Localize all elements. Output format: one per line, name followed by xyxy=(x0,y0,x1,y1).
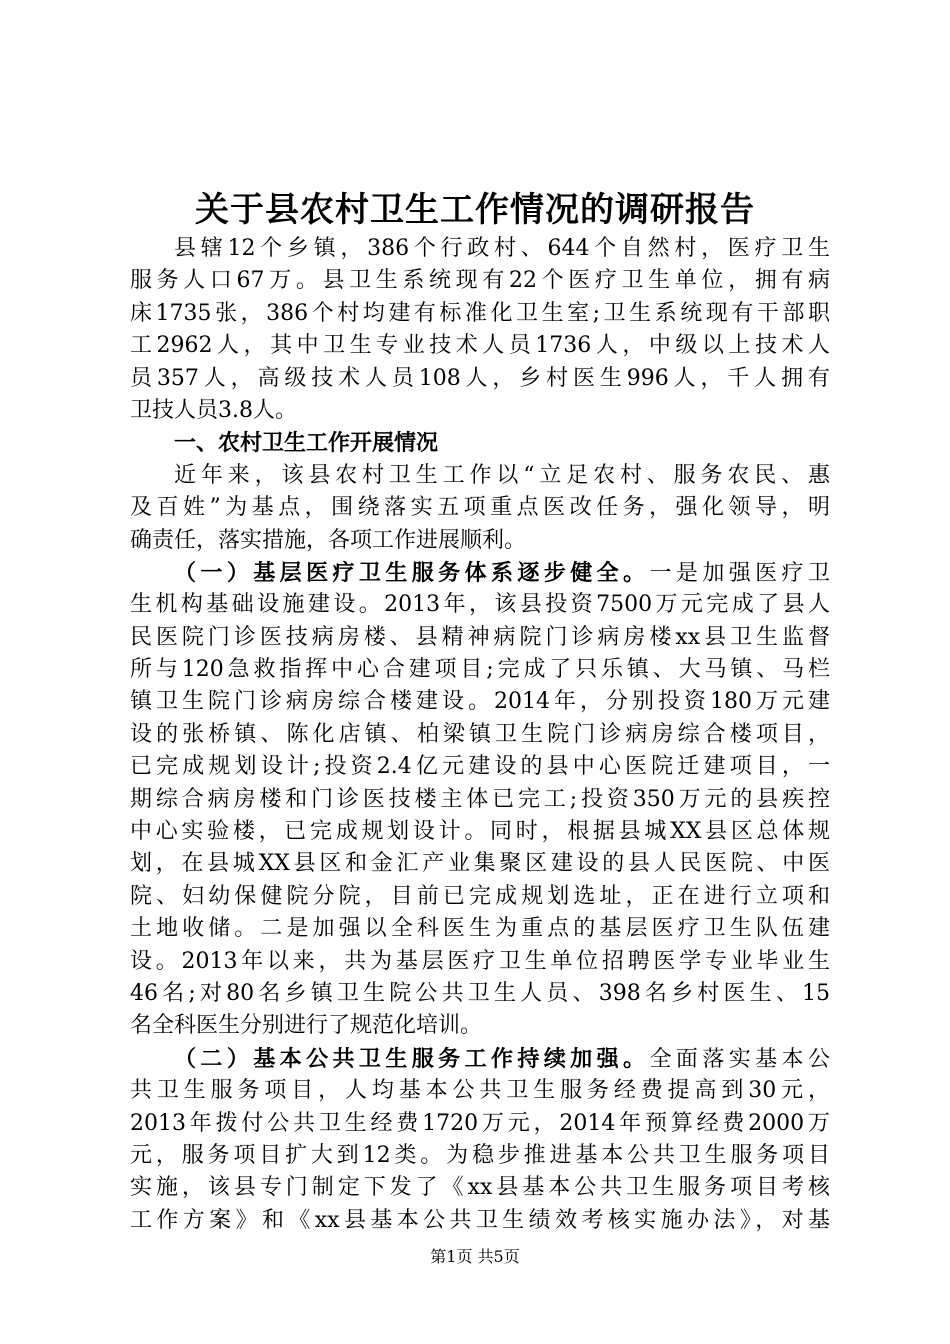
text-line: 县辖12个乡镇，386个行政村、644个自然村，医疗卫生 xyxy=(174,236,830,261)
text-line: 员357人，高级技术人员108人，乡村医生996人，千人拥有 xyxy=(130,365,830,391)
paragraph-intro xyxy=(130,233,830,427)
text-line: 共卫生服务项目，人均基本公共卫生服务经费提高到30元， xyxy=(130,1078,830,1104)
text-line: 元，服务项目扩大到12类。为稳步推进基本公共卫生服务项目 xyxy=(130,1142,830,1168)
subsection-lead-text: 一是加强医疗卫 xyxy=(649,560,830,586)
text-line: 确责任，落实措施，各项工作进展顺利。 xyxy=(130,527,527,553)
text-line: 已完成规划设计;投资2.4亿元建设的县中心医院迁建项目，一 xyxy=(130,754,830,780)
subsection-heading: （二）基本公共卫生服务工作持续加强。 xyxy=(174,1045,650,1072)
subsection-first-line xyxy=(130,1043,830,1075)
subsection-heading: （一）基层医疗卫生服务体系逐步健全。 xyxy=(174,559,650,586)
text-line: 中心实验楼，已完成规划设计。同时，根据县城XX县区总体规 xyxy=(130,819,830,845)
text-line: 设。2013年以来，共为基层医疗卫生单位招聘医学专业毕业生 xyxy=(130,948,830,974)
section-heading: 一、农村卫生工作开展情况 xyxy=(174,430,439,457)
text-line: 46名;对80名乡镇卫生院公共卫生人员、398名乡村医生、15 xyxy=(130,980,830,1006)
paragraph-overview xyxy=(130,460,830,557)
subsection-first-line xyxy=(130,557,830,589)
text-line: 期综合病房楼和门诊医技楼主体已完工;投资350万元的县疾控 xyxy=(130,786,830,812)
document-title: 关于县农村卫生工作情况的调研报告 xyxy=(195,190,755,230)
subsection-2 xyxy=(130,1043,830,1237)
text-line: 服务人口67万。县卫生系统现有22个医疗卫生单位，拥有病 xyxy=(130,268,830,294)
text-line: 民医院门诊医技病房楼、县精神病院门诊病房楼xx县卫生监督 xyxy=(130,624,830,650)
text-line: 卫技人员3.8人。 xyxy=(130,397,297,423)
text-line: 所与120急救指挥中心合建项目;完成了只乐镇、大马镇、马栏 xyxy=(130,657,830,683)
subsection-1 xyxy=(130,557,830,1043)
text-line: 设的张桥镇、陈化店镇、柏梁镇卫生院门诊病房综合楼项目， xyxy=(130,721,830,747)
text-line: 床1735张，386个村均建有标准化卫生室;卫生系统现有干部职 xyxy=(130,300,830,326)
text-line: 土地收储。二是加强以全科医生为重点的基层医疗卫生队伍建 xyxy=(130,916,830,942)
text-line: 2013年拨付公共卫生经费1720万元，2014年预算经费2000万 xyxy=(130,1110,830,1136)
document-body xyxy=(130,233,830,1237)
page-number-footer: 第1页 共5页 xyxy=(430,1247,520,1266)
text-line: 划，在县城XX县区和金汇产业集聚区建设的县人民医院、中医 xyxy=(130,851,830,877)
text-line: 近年来，该县农村卫生工作以“立足农村、服务农民、惠 xyxy=(174,462,830,488)
text-line: 院、妇幼保健院分院，目前已完成规划选址，正在进行立项和 xyxy=(130,883,830,909)
text-line: 工2962人，其中卫生专业技术人员1736人，中级以上技术人 xyxy=(130,333,830,359)
text-line: 镇卫生院门诊病房综合楼建设。2014年，分别投资180万元建 xyxy=(130,689,830,715)
subsection-lead-text: 全面落实基本公 xyxy=(649,1046,830,1072)
text-line: 实施，该县专门制定下发了《xx县基本公共卫生服务项目考核 xyxy=(130,1175,830,1201)
text-line: 生机构基础设施建设。2013年，该县投资7500万元完成了县人 xyxy=(130,592,830,618)
text-line: 工作方案》和《xx县基本公共卫生绩效考核实施办法》，对基 xyxy=(130,1207,830,1233)
text-line: 及百姓”为基点，围绕落实五项重点医改任务，强化领导，明 xyxy=(130,495,830,521)
text-line: 名全科医生分别进行了规范化培训。 xyxy=(130,1013,483,1039)
